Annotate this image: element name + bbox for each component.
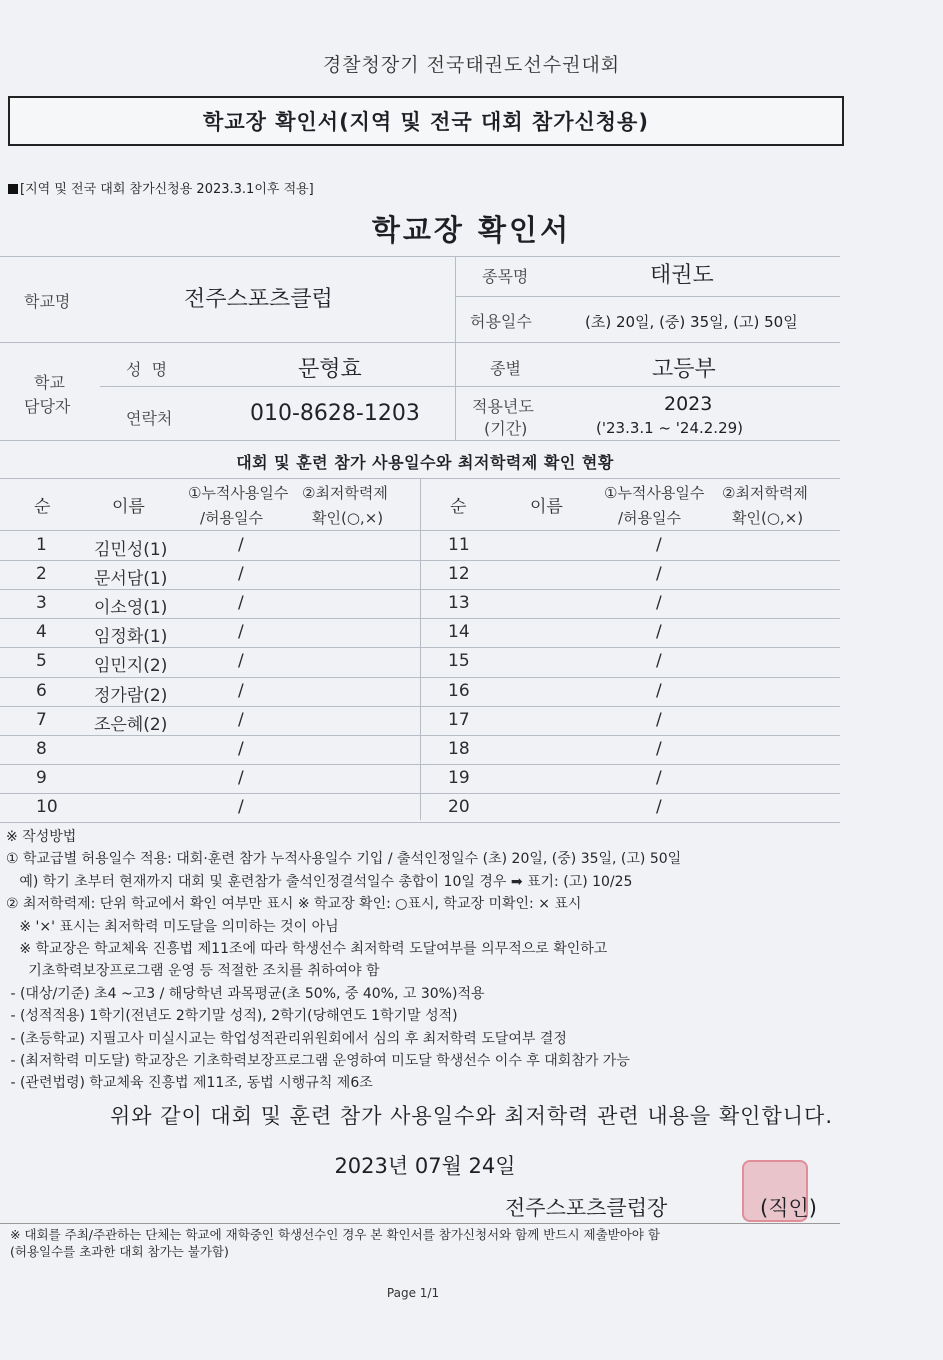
instruction-line: ※ 학교장은 학교체육 진흥법 제11조에 따라 학생선수 최저학력 도달여부를 의무적으로 확인하고 [6, 941, 608, 958]
col-header-days-line2: /허용일수 [200, 509, 264, 527]
row-number: 19 [448, 767, 470, 788]
days-slash: / [656, 680, 662, 701]
col-header-name-right: 이름 [530, 497, 563, 517]
document-title: 학교장 확인서(지역 및 전국 대회 참가신청용) [203, 110, 649, 134]
contact-label: 연락처 [126, 409, 173, 428]
form-tag-text: [지역 및 전국 대회 참가신청용 2023.3.1이후 적용] [20, 182, 314, 197]
table-row-line [0, 706, 840, 707]
manager-name-label: 성 명 [126, 360, 168, 379]
signer-title: 전주스포츠클럽장 [505, 1196, 668, 1220]
col-header-days-line1-right: ①누적사용일수 [604, 484, 705, 502]
row-number: 2 [36, 564, 47, 585]
manager-name-value: 문형효 [298, 357, 362, 382]
col-header-days-line1: ①누적사용일수 [188, 484, 289, 502]
days-slash: / [238, 680, 244, 701]
days-slash: / [238, 535, 244, 555]
row-number: 20 [448, 796, 470, 817]
col-header-no: 순 [34, 497, 51, 517]
period-value: ('23.3.1 ~ '24.2.29) [596, 419, 744, 437]
row-number: 4 [36, 622, 47, 643]
days-slash: / [656, 796, 662, 817]
days-slash: / [238, 651, 244, 672]
row-number: 17 [448, 709, 470, 730]
days-slash: / [238, 738, 244, 759]
col-header-name: 이름 [112, 497, 145, 517]
student-name: 임정화(1) [94, 627, 168, 648]
square-bullet-icon [8, 184, 18, 194]
col-header-academic-line2: 확인(○,×) [312, 509, 384, 527]
days-slash: / [656, 738, 662, 759]
table-row-line [0, 618, 840, 619]
grid-line [455, 296, 840, 297]
days-slash: / [656, 709, 662, 730]
school-name-label: 학교명 [24, 292, 71, 311]
student-name: 임민지(2) [94, 656, 168, 677]
table-row-line [0, 677, 840, 678]
footer-note-line1: ※ 대회를 주최/주관하는 단체는 학교에 재학중인 학생선수인 경우 본 확인서를 참가신청서와 함께 반드시 제출받아야 함 [10, 1227, 660, 1242]
instruction-line: ① 학교급별 허용일수 적용: 대회·훈련 참가 누적사용일수 기입 / 출석인정일수 (초) 20일, (중) 35일, (고) 50일 [6, 851, 682, 868]
year-value: 2023 [664, 393, 713, 415]
days-slash: / [238, 767, 244, 788]
days-slash: / [238, 564, 244, 585]
row-number: 18 [448, 738, 470, 759]
sport-value: 태권도 [650, 263, 714, 288]
col-header-academic-line2-right: 확인(○,×) [732, 509, 804, 527]
days-slash: / [238, 593, 244, 614]
row-number: 13 [448, 593, 470, 614]
student-name: 문서담(1) [94, 569, 168, 590]
row-number: 3 [36, 593, 47, 614]
days-slash: / [656, 564, 662, 585]
instruction-line: 예) 학기 초부터 현재까지 대회 및 훈련참가 출석인정결석일수 총합이 10일 경우 ➡ 표기: (고) 10/25 [6, 873, 633, 890]
confirmation-date: 2023년 07월 24일 [334, 1154, 516, 1178]
row-number: 1 [36, 535, 47, 555]
instruction-line: - (성적적용) 1학기(전년도 2학기말 성적), 2학기(당해연도 1학기말 성적) [6, 1008, 458, 1025]
instruction-line: - (대상/기준) 초4 ~고3 / 해당학년 과목평균(초 50%, 중 40%, 고 30%)적용 [6, 985, 485, 1002]
contact-value: 010-8628-1203 [250, 401, 420, 426]
allowed-days-label: 허용일수 [470, 312, 532, 331]
row-number: 7 [36, 709, 47, 730]
division-value: 고등부 [652, 357, 716, 382]
student-name: 김민성(1) [94, 540, 168, 560]
page-number: Page 1/1 [386, 1286, 440, 1300]
days-slash: / [656, 535, 662, 555]
period-label-line1: 적용년도 [472, 397, 534, 416]
student-name: 이소영(1) [94, 598, 168, 619]
document-title-box [8, 96, 844, 146]
table-row-line [0, 647, 840, 648]
row-number: 16 [448, 680, 470, 701]
grid-line [0, 342, 840, 343]
col-header-no-right: 순 [450, 497, 467, 517]
grid-line [0, 440, 840, 441]
table-divider [420, 478, 421, 820]
allowed-days-value: (초) 20일, (중) 35일, (고) 50일 [585, 313, 798, 331]
days-slash: / [238, 796, 244, 817]
row-number: 8 [36, 738, 47, 759]
student-name: 조은혜(2) [94, 714, 168, 735]
days-slash: / [656, 767, 662, 788]
seal-label: (직인) [760, 1196, 817, 1220]
manager-label-line2: 담당자 [24, 397, 71, 416]
table-row-line [0, 793, 840, 794]
col-header-academic-line1-right: ②최저학력제 [722, 484, 808, 502]
days-slash: / [656, 622, 662, 643]
instruction-line: ※ 작성방법 [6, 829, 77, 845]
instruction-line: ② 최저학력제: 단위 학교에서 확인 여부만 표시 ※ 학교장 확인: ○표시, 학교장 미확인: × 표시 [6, 896, 582, 913]
row-number: 10 [36, 796, 58, 817]
days-slash: / [238, 622, 244, 643]
confirmation-statement: 위와 같이 대회 및 훈련 참가 사용일수와 최저학력 관련 내용을 확인합니다. [109, 1104, 833, 1128]
period-label-line2: (기간) [484, 419, 528, 438]
days-slash: / [238, 709, 244, 730]
instructions [6, 826, 906, 1095]
row-number: 12 [448, 564, 470, 585]
row-number: 14 [448, 622, 470, 643]
col-header-academic-line1: ②최저학력제 [302, 484, 388, 502]
instruction-line: - (초등학교) 지필고사 미실시교는 학업성적관리위원회에서 심의 후 최저학력 도달여부 결정 [6, 1030, 567, 1047]
form-tag [8, 178, 314, 197]
instruction-line: ※ '×' 표시는 최저학력 미도달을 의미하는 것이 아님 [6, 918, 339, 935]
instruction-line: 기초학력보장프로그램 운영 등 적절한 조치를 취하여야 함 [6, 963, 380, 980]
table-row-line [0, 560, 840, 561]
row-number: 15 [448, 651, 470, 672]
school-name-value: 전주스포츠클럽 [184, 287, 333, 312]
event-title: 경찰청장기 전국태권도선수권대회 [322, 54, 621, 76]
days-slash: / [656, 651, 662, 672]
footer-divider [0, 1223, 840, 1224]
row-number: 11 [448, 535, 470, 555]
row-number: 9 [36, 767, 47, 788]
roster-section-title: 대회 및 훈련 참가 사용일수와 최저학력제 확인 현황 [236, 453, 614, 472]
form-title: 학교장 확인서 [371, 213, 572, 247]
division-label: 종별 [490, 359, 521, 378]
col-header-days-line2-right: /허용일수 [618, 509, 682, 527]
footer-note [10, 1226, 870, 1260]
grid-line [100, 386, 840, 387]
instruction-line: - (최저학력 미도달) 학교장은 기초학력보장프로그램 운영하여 미도달 학생선수 이수 후 대회참가 가능 [6, 1053, 630, 1070]
row-number: 6 [36, 680, 47, 701]
table-row-line [0, 822, 840, 823]
manager-label-line1: 학교 [34, 373, 65, 392]
instruction-line: - (관련법령) 학교체육 진흥법 제11조, 동법 시행규칙 제6조 [6, 1075, 373, 1092]
table-row-line [0, 589, 840, 590]
table-row-line [0, 735, 840, 736]
days-slash: / [656, 593, 662, 614]
grid-line [0, 256, 840, 257]
student-name: 정가람(2) [94, 685, 168, 706]
sport-label: 종목명 [482, 267, 529, 286]
footer-note-line2: (허용일수를 초과한 대회 참가는 불가함) [10, 1244, 229, 1259]
table-row-line [0, 764, 840, 765]
grid-line [455, 256, 456, 440]
row-number: 5 [36, 651, 47, 672]
